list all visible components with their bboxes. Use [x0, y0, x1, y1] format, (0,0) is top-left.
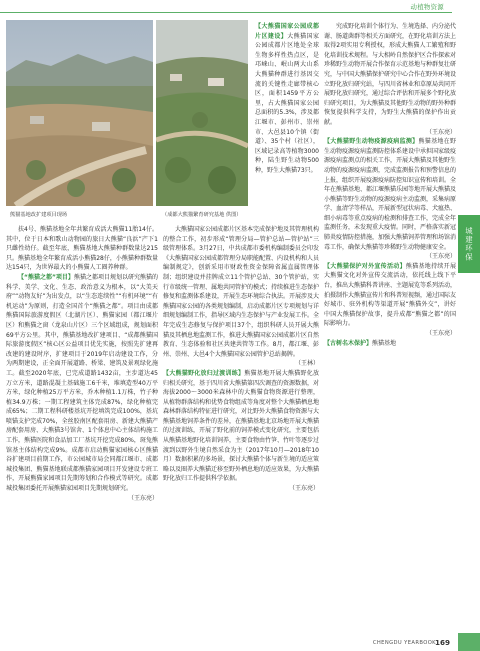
- photo-caption-2: （成都大熊猫繁育研究基地 供图）: [162, 212, 242, 218]
- photo-caption-1: 熊猫基地改扩建项目现场: [10, 212, 68, 218]
- col2-author-2: （王东亮）: [288, 485, 319, 493]
- column-2: [163, 225, 319, 630]
- col3-para-4: 【古树名木保护】熊猫基地: [324, 339, 397, 347]
- yearbook-label: CHENGDU YEARBOOK: [372, 640, 436, 646]
- section-heading: 【“熊猫之都”项目】: [18, 273, 74, 281]
- col2-para-2: 【大熊猫野化放归过渡训练】熊猫基地开展大熊猫野化放归相关研究，基于四川省大熊猫第四次调查的资源数据，对海拔2000～3000米森林中的大熊猫食物资源进行整理，从植物群落结构和优势食物组成等角度对整个大熊猫栖息地森林群落结构特征进行研究，对比野外大熊猫食物资源与大熊猫基地饲养条件的差异，在熊猫基地北京场地开展大熊猫的过渡训练，开展了野化前的饲养模式变化研究，主要包括从熊猫基地野化培训饲养，主要食物由竹笋、竹叶等逐步过渡到以野外生境自然采食为主（2017年10月—2018年10月）数据积累的多场景，探讨大熊猫个体与新生境的适应策略以及圈养大熊猫迁移至野外栖息地的适应效果，为大熊猫野化放归工作提供科学依据。: [163, 369, 319, 483]
- col3-author-3: （王东亮）: [425, 330, 456, 337]
- col2-para-1: 大熊猫国家公园成都片区基本完成保护地及其管理机构的整合工作，初步形成“管理分局—管护总站—管护站”三级管理体系。3月27日，中共成都市委机构编制委员会印发《大熊猫国家公园成都管理分局职能配置、内设机构和人员编制规定》，创新采用市财政性资金保障省属直属管理体制；组织建设并挂牌成立11个管护总站、30个管护站，实行市级统一管理、属地共同管护的模式；持续推进生态保护修复和监测体系建设，开展生态环境综合执法。开展涉及大熊猫国家公园的各类规划编制，启动成都片区专项规划与详细规划编制工作，指导区域内生态保护与产业发展工作。全年完成生态修复与保护项目37个，组织科研人员开展大熊猫及其栖息地监测工作，推进大熊猫国家公园成都片区自然教育、生态体验和社区共建共管等工作。8月，都江堰、彭州、崇州、大邑4个大熊猫国家公园管护总站揭牌。: [163, 226, 319, 358]
- col3-para-1: 究成野化培训个体行为、生境选择、内分泌代谢、肠道菌群等相关方面研究，在野化培训方法上取得2项实用专利授权，形成大熊猫人工繁殖和野化培训技术规程。与大相岭自然保护区合作探索对珍稀野生动物开展合作保育示范基地与种群复壮研究，与中国大熊猫保护研究中心合作在野外环境设立野化放归研究站，与四川省林业和草原局共同开展野化放归研究，通过综合评估和开展多个野化放归研究项目，为大熊猫及其他野生动物的野外种群恢复提供科学支持，为野生大熊猫的保护作出贡献。: [324, 23, 456, 126]
- section-heading: 【大熊猫野化放归过渡训练】: [163, 369, 245, 377]
- photo-panda-base-aerial: [156, 20, 248, 206]
- col1-author: （王东亮）: [127, 494, 158, 502]
- column-1: [6, 225, 158, 630]
- col3-para-3: 【大熊猫保护对外宣传活动】熊猫基地持续开展大熊猫文化对外宣传交流活动，依托线上线下平台，推出大熊猫科普讲座、主题展览等系列活动，拍摄制作大熊猫宣传片和科普短视频，通过国际友好城市、驻外机构等渠道开展“熊猫外交”，讲好中国大熊猫保护故事，提升成都“熊猫之都”的国际影响力。: [324, 262, 456, 328]
- construction-site-image: [6, 20, 153, 206]
- section-heading: 【大熊猫野生动物疫源疫病监测】: [324, 138, 419, 146]
- panda-base-aerial-image: [156, 20, 248, 206]
- col2-top-para: 【大熊猫国家公园成都片区建设】大熊猫国家公园成都片区地处全球生物多样性热点区，是邛崃山、岷山两大山系大熊猫种群进行基因交流的关键性走廊带核心区，面积1459平方公里，占大熊猫国家公园总面积的5.3%，涉及都江堰市、彭州市、崇州市、大邑县10个镇（街道）、35个村（社区），区域记录高等植物3000种，陆生野生动物500种，野生大熊猫73只。: [255, 23, 319, 174]
- section-heading: 【大熊猫国家公园成都片区建设】: [255, 23, 319, 40]
- section-heading: 【大熊猫保护对外宣传活动】: [324, 262, 406, 270]
- col3-author-2: （王东亮）: [425, 253, 456, 261]
- col3-author-1: （王东亮）: [425, 128, 456, 136]
- col3-para-2: 【大熊猫野生动物疫源疫病监测】熊猫基地在野生动物疫源疫病监测防控体系建设中承担国家级疫源疫病监测点的相关工作，开展大熊猫及其他野生动物的疫源疫病监测，完成监测报告和预警信息的上报，组织开展疫源疫病防控知识宣传和培训。全年在熊猫基地、都江堰熊猫乐园等地开展大熊猫及小熊猫等野生动物的疫源疫病主动监测，采集病原学、血清学等样品，开展新型冠状病毒、犬瘟热、细小病毒等重点疫病的检测和排查工作，完成全年监测任务，未发现重大疫情。同时，严格落实新冠肺炎疫情防控措施，加强大熊猫饲养管理和场馆消毒工作，确保大熊猫等珍稀野生动物健康安全。: [324, 138, 456, 251]
- col1-para-1: 扶4号、熊猫基地全年共繁育成活大熊猫11胎14仔。其中，位于日本和歌山动物园的旅日大熊猫“良浜”产下1只雌性幼仔。截至年底，熊猫基地大熊猫种群数量达215只。熊猫基地全年繁育成活小熊猫28仔，小熊猫种群数量达154只，为世界最大的小熊猫人工圈养种群。: [6, 226, 158, 272]
- photo-construction-site: [6, 20, 153, 206]
- chapter-side-tab[interactable]: [458, 215, 480, 273]
- column-2-top: [255, 22, 319, 216]
- footer-color-bar: [458, 633, 480, 651]
- page-footer: [0, 633, 480, 651]
- page-number: 169: [434, 638, 450, 647]
- section-title: 动植物资源: [410, 3, 444, 11]
- col1-para-2: 【“熊猫之都”项目】熊猫之都项目规划以研究熊猫的科学、美学、文化、生态、政治意义为根本，以“大美天府”“动物友好”为出发点，以“生态连续性”“有机环境”“有机运动”为原则，打造全国首个“熊猫之都”。项目由成都熊猫国际旅游度假区（北湖片区）、熊猫家园（都江堰片区）和熊猫之窗（龙泉山片区）三个区域组成，规划面积69平方公里。其中，熊猫基地改扩建项目、“成都熊猫国际旅游度假区”核心区公益项目优先实施，按照先扩建再改建的建设时序，扩建项目于2019年启动建设工作，分为两期建设，正全面开展道路、桥梁、建筑及景观绿化施工。截至2020年底，已完成道路1432亩，主步道达45万立方米，道路混凝土基础施工6千米，堆填造型40万平方米，绿化种植25万平方米，乔木种植1.1万株，竹子种植34.9万株；一期工程建筑主体完成87%，绿化种植完成65%；二期工程科研楼基坑开挖填筑完成100%，基坑喷锚支护完成70%，全丝胶南区配套用房、新建大熊猫产房配套用房、大熊猫3号馆舍、1个体息中心主体结构施工工作，熊猫医院和食品加工厂基坑开挖完成80%，斑兔熊馆基主体结构完成9%。成都市启动熊猫家园核心区熊猫谷扩建项目前期工作，市公园城市局会同都江堰市、成都城投集团、熊猫基地联成都熊猫家园项目开发建设专班工作，开展熊猫家园项目先期筹划和合作模式等研究。成都城投集团委托开展熊猫家园项目先期规划研究。: [6, 273, 158, 493]
- header-rule: [0, 12, 452, 13]
- chapter-side-tab-label: 城建环保: [465, 226, 474, 262]
- column-3: [324, 22, 456, 632]
- col2-author-1: （王林）: [294, 360, 319, 368]
- section-heading: 【古树名木保护】: [324, 339, 373, 347]
